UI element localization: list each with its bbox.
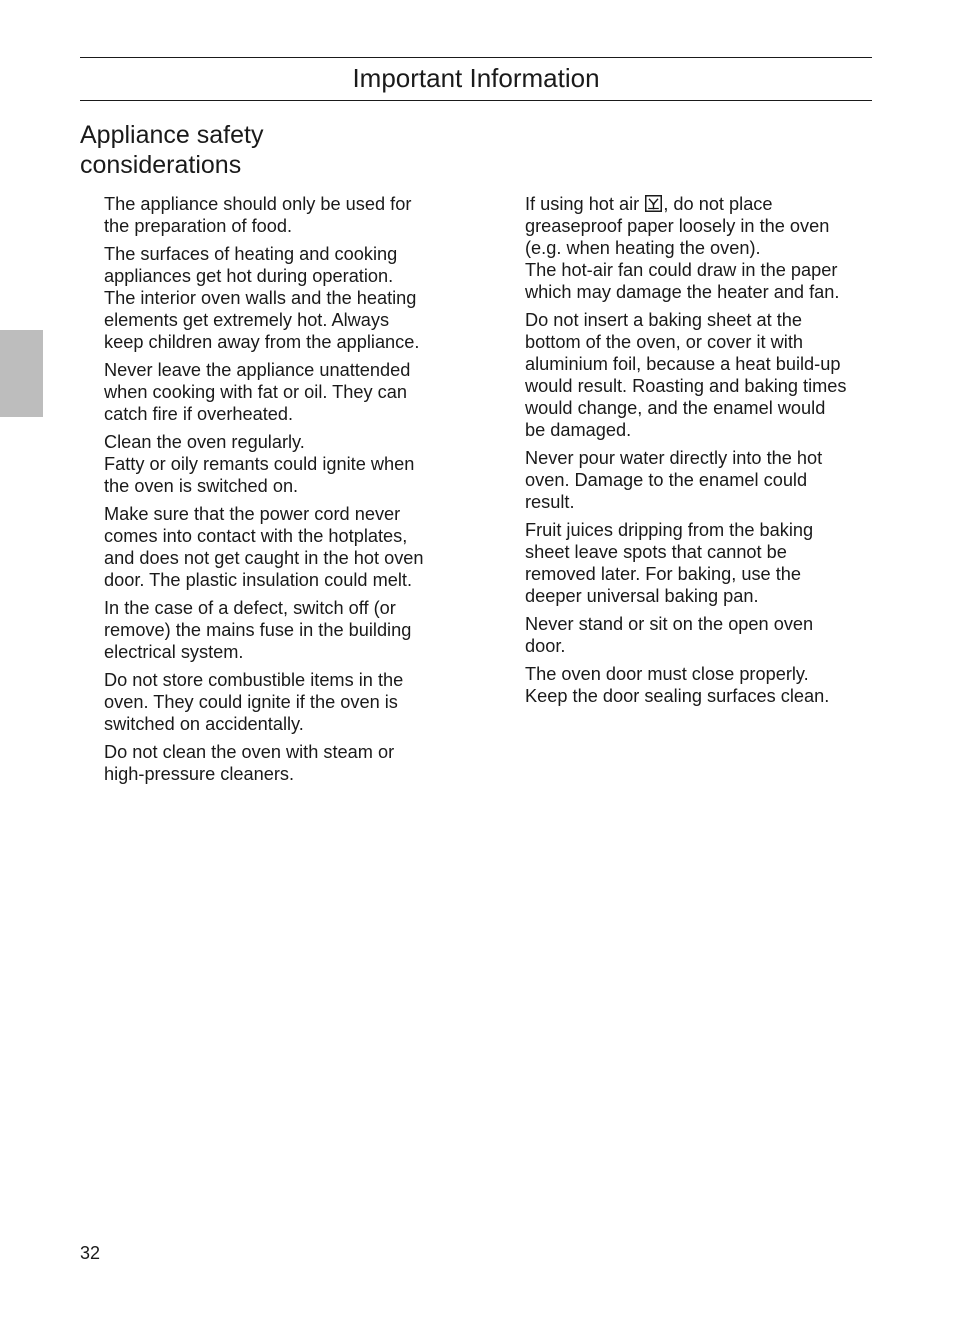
hot-air-paragraph (525, 193, 875, 303)
paragraph-line: removed later. For baking, use the (525, 564, 801, 584)
paragraph-line: Make sure that the power cord never (104, 504, 401, 524)
paragraph-line: Never leave the appliance unattended (104, 360, 411, 380)
paragraph-line: Fatty or oily remants could ignite when (104, 454, 415, 474)
paragraph-line: which may damage the heater and fan. (525, 282, 840, 302)
safety-paragraph (525, 447, 875, 513)
safety-paragraph (104, 243, 456, 353)
paragraph-line: greaseproof paper loosely in the oven (525, 216, 830, 236)
safety-paragraph (104, 431, 456, 497)
paragraph-line: Clean the oven regularly. (104, 432, 305, 452)
paragraph-line: aluminium foil, because a heat build-up (525, 354, 841, 374)
right-column (525, 193, 875, 713)
paragraph-line: keep children away from the appliance. (104, 332, 420, 352)
safety-paragraph (104, 193, 456, 237)
paragraph-line (525, 193, 875, 215)
paragraph-line: would change, and the enamel would (525, 398, 826, 418)
safety-paragraph (525, 663, 875, 707)
paragraph-line: Fruit juices dripping from the baking (525, 520, 814, 540)
header-rule-bottom (80, 100, 872, 101)
paragraph-line: Keep the door sealing surfaces clean. (525, 686, 830, 706)
paragraph-line: be damaged. (525, 420, 632, 440)
hot-air-fan-icon (645, 195, 662, 212)
paragraph-line: would result. Roasting and baking times (525, 376, 847, 396)
paragraph-line: oven. They could ignite if the oven is (104, 692, 398, 712)
paragraph-line: the preparation of food. (104, 216, 293, 236)
paragraph-line: In the case of a defect, switch off (or (104, 598, 396, 618)
safety-paragraph (104, 669, 456, 735)
paragraph-line: The oven door must close properly. (525, 664, 809, 684)
left-column (104, 193, 456, 791)
safety-paragraph (104, 503, 456, 591)
paragraph-line: catch fire if overheated. (104, 404, 294, 424)
paragraph-line: The surfaces of heating and cooking (104, 244, 398, 264)
paragraph-line: Never pour water directly into the hot (525, 448, 823, 468)
paragraph-line: The appliance should only be used for (104, 194, 412, 214)
paragraph-line: (e.g. when heating the oven). (525, 238, 761, 258)
header-rule-top (80, 57, 872, 58)
paragraph-line: Do not insert a baking sheet at the (525, 310, 803, 330)
paragraph-line: The interior oven walls and the heating (104, 288, 417, 308)
section-heading (80, 120, 400, 180)
hot-air-text-before: If using hot air (525, 194, 640, 214)
paragraph-line: oven. Damage to the enamel could (525, 470, 808, 490)
paragraph-line: the oven is switched on. (104, 476, 299, 496)
paragraph-line: remove) the mains fuse in the building (104, 620, 412, 640)
page-header-title: Important Information (352, 63, 600, 93)
paragraph-line: switched on accidentally. (104, 714, 304, 734)
paragraph-line: result. (525, 492, 575, 512)
paragraph-line: comes into contact with the hotplates, (104, 526, 408, 546)
paragraph-line: door. The plastic insulation could melt. (104, 570, 413, 590)
paragraph-line: electrical system. (104, 642, 244, 662)
safety-paragraph (525, 519, 875, 607)
paragraph-line: bottom of the oven, or cover it with (525, 332, 803, 352)
paragraph-line: door. (525, 636, 566, 656)
paragraph-line: and does not get caught in the hot oven (104, 548, 424, 568)
paragraph-line: elements get extremely hot. Always (104, 310, 390, 330)
section-heading-line: considerations (80, 151, 242, 179)
page-number: 32 (80, 1243, 101, 1263)
paragraph-line: when cooking with fat or oil. They can (104, 382, 407, 402)
safety-paragraph (525, 613, 875, 657)
paragraph-line: sheet leave spots that cannot be (525, 542, 787, 562)
safety-paragraph (104, 359, 456, 425)
paragraph-line: Do not clean the oven with steam or (104, 742, 395, 762)
side-tab-marker (0, 330, 43, 417)
section-heading-line: Appliance safety (80, 121, 264, 149)
paragraph-line: deeper universal baking pan. (525, 586, 759, 606)
safety-paragraph (104, 597, 456, 663)
safety-paragraph (104, 741, 456, 785)
safety-paragraph (525, 309, 875, 441)
paragraph-line: appliances get hot during operation. (104, 266, 394, 286)
paragraph-line: high-pressure cleaners. (104, 764, 295, 784)
hot-air-text-after: , do not place (663, 194, 773, 214)
paragraph-line: Never stand or sit on the open oven (525, 614, 814, 634)
paragraph-line: The hot-air fan could draw in the paper (525, 260, 838, 280)
paragraph-line: Do not store combustible items in the (104, 670, 404, 690)
